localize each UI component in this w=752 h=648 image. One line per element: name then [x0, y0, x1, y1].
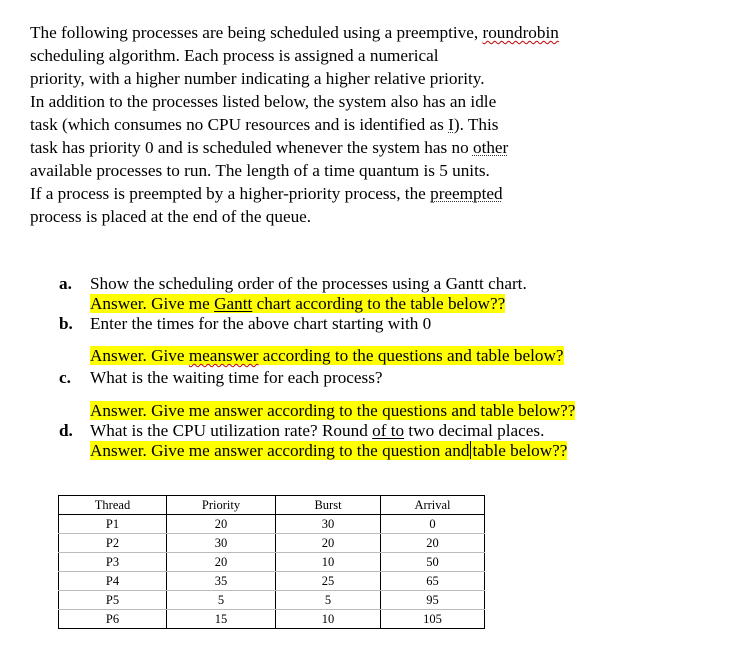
- cell-burst: 10: [276, 610, 381, 629]
- spell-error-roundrobin: roundrobin: [482, 23, 559, 42]
- answer-c: [90, 400, 575, 422]
- cell-priority: 30: [167, 534, 276, 553]
- intro-line-7: available processes to run. The length of a time quantum is 5 units.: [30, 161, 490, 180]
- cell-priority: 20: [167, 553, 276, 572]
- question-c-text: What is the waiting time for each process?: [90, 368, 383, 387]
- answer-d-highlight: Answer. Give me answer according to the question and table below??: [90, 441, 568, 460]
- question-a: [59, 273, 527, 295]
- cell-thread: P3: [59, 553, 167, 572]
- cell-burst: 10: [276, 553, 381, 572]
- header-priority: Priority: [167, 496, 276, 515]
- question-a-text: Show the scheduling order of the processes using a Gantt chart.: [90, 274, 527, 293]
- answer-a-highlight: Answer. Give me Gantt chart according to the table below??: [90, 294, 506, 313]
- table-row: [59, 553, 485, 572]
- cell-arrival: 0: [381, 515, 485, 534]
- grammar-mark-preempted: preempted: [430, 184, 503, 203]
- cell-priority: 5: [167, 591, 276, 610]
- table-header-row: [59, 496, 485, 515]
- question-a-label: a.: [59, 274, 72, 293]
- cell-burst: 5: [276, 591, 381, 610]
- question-c-label: c.: [59, 368, 71, 387]
- answer-b-highlight: Answer. Give meanswer according to the questions and table below?: [90, 346, 564, 365]
- cell-priority: 35: [167, 572, 276, 591]
- intro-line-9: process is placed at the end of the queue.: [30, 207, 312, 226]
- header-burst: Burst: [276, 496, 381, 515]
- process-table: [58, 495, 485, 629]
- cell-thread: P2: [59, 534, 167, 553]
- question-b: [59, 313, 432, 335]
- intro-line-1: The following processes are being scheduled using a preemptive, roundrobin: [30, 23, 559, 42]
- cell-arrival: 65: [381, 572, 485, 591]
- question-c: [59, 367, 383, 389]
- table-row: [59, 591, 485, 610]
- intro-line-4: In addition to the processes listed below, the system also has an idle: [30, 92, 497, 111]
- header-thread: Thread: [59, 496, 167, 515]
- cell-thread: P5: [59, 591, 167, 610]
- question-d: d. What is the CPU utilization rate? Round of to two decimal places.: [59, 421, 545, 440]
- question-b-text: Enter the times for the above chart starting with 0: [90, 314, 432, 333]
- cell-priority: 20: [167, 515, 276, 534]
- intro-line-5: task (which consumes no CPU resources and is identified as I). This: [30, 115, 499, 134]
- answer-d: [90, 440, 567, 462]
- cell-thread: P4: [59, 572, 167, 591]
- grammar-mark-other: other: [472, 138, 509, 157]
- spell-error-meanswer: meanswer: [188, 346, 259, 365]
- header-arrival: Arrival: [381, 496, 485, 515]
- cell-thread: P1: [59, 515, 167, 534]
- question-d-of-to: of to: [372, 421, 405, 440]
- cell-burst: 30: [276, 515, 381, 534]
- table-row: [59, 610, 485, 629]
- cell-arrival: 50: [381, 553, 485, 572]
- table-row: [59, 515, 485, 534]
- idle-task-symbol: I: [448, 115, 454, 134]
- cell-arrival: 105: [381, 610, 485, 629]
- intro-line-2: scheduling algorithm. Each process is assigned a numerical: [30, 46, 439, 65]
- intro-line-8: If a process is preempted by a higher-priority process, the preempted: [30, 184, 503, 203]
- question-d-label: d.: [59, 421, 73, 440]
- answer-a: [90, 293, 505, 315]
- cell-burst: 25: [276, 572, 381, 591]
- cell-arrival: 95: [381, 591, 485, 610]
- answer-b: [90, 345, 564, 367]
- cell-arrival: 20: [381, 534, 485, 553]
- problem-description: [30, 21, 730, 228]
- cell-thread: P6: [59, 610, 167, 629]
- question-b-label: b.: [59, 314, 73, 333]
- cell-burst: 20: [276, 534, 381, 553]
- intro-line-3: priority, with a higher number indicating a higher relative priority.: [30, 69, 485, 88]
- answer-c-highlight: Answer. Give me answer according to the questions and table below??: [90, 401, 576, 420]
- intro-line-6: task has priority 0 and is scheduled whenever the system has no other: [30, 138, 509, 157]
- table-row: [59, 572, 485, 591]
- table-row: [59, 534, 485, 553]
- cell-priority: 15: [167, 610, 276, 629]
- answer-a-gantt: Gantt: [214, 294, 253, 313]
